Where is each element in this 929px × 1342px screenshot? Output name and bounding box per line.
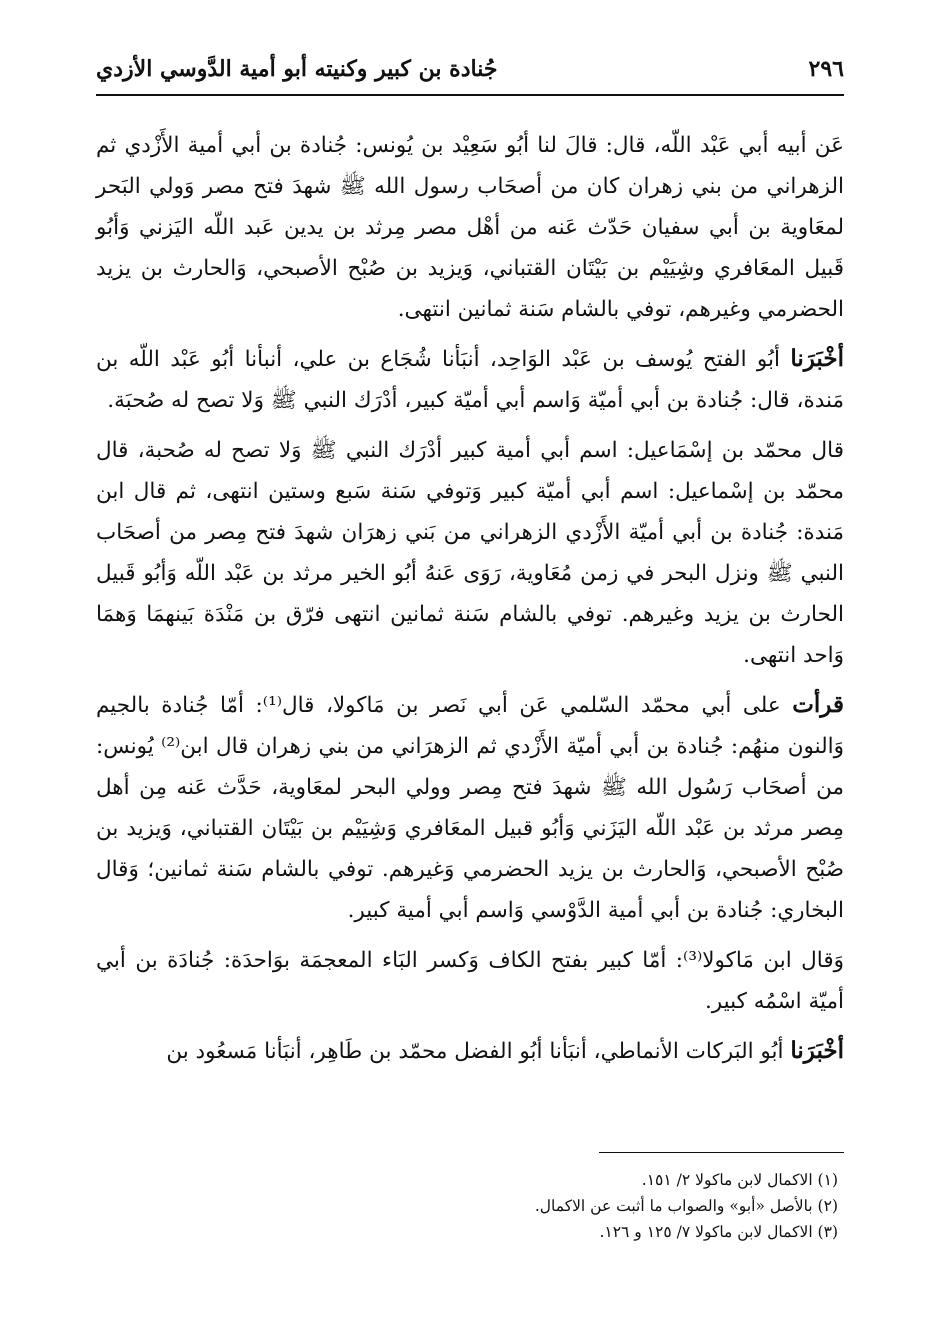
paragraph: [96, 429, 844, 676]
paragraph: [96, 338, 844, 421]
footnote-list: [96, 1167, 844, 1245]
running-title: جُنادة بن كبير وكنيته أبو أمية الدَّوسي الأزدي: [96, 56, 498, 82]
paragraph-text: قال محمّد بن إسْمَاعيل: اسم أبي أمية كبير أدْرَك النبي ﷺ وَلا تصح له صُحبة، قال محمّد بن إسْماعيل: اسم أبي أميّة كبير وَتوفي سَنة سَبع وستين انتهى، ثم قال ابن مَندة: جُنادة بن أبي أميّة الأَزْدي الزهراني من بَني زهرَان شهدَ فتح مِصر من أصحَاب النبي ﷺ ونزل البحر في زمن مُعَاوية، رَوَى عَنهُ أبُو الخير مرثد بن عَبْد اللّه وَأبُو قَبيل الحارث بن يزيد وغيرهم. توفي بالشام سَنة ثمانين انتهى فرّق بن مَنْدَة بَينهمَا وَهمَا وَاحد انتهى.: [96, 438, 844, 668]
paragraph-text: أبُو الفتح يُوسف بن عَبْد الوَاحِد، أنبَأنا شُجَاع بن علي، أنبأنا أبُو عَبْد اللّه بن مَندة، قال: جُنادة بن أبي أميّة وَاسم أبي أميّة كبير، أدْرَك النبي ﷺ وَلا تصح له صُحبَة.: [96, 347, 844, 413]
paragraph-text: أبُو البَركات الأنماطي، أنبَأنا أبُو الفضل محمّد بن طَاهِر، أنبَأنا مَسعُود بن: [166, 1039, 784, 1064]
page-header: [96, 50, 844, 96]
book-page: [96, 50, 844, 1300]
paragraph-text: عَن أبيه أبي عَبْد اللّه، قال: قالَ لنا أبُو سَعِيْد بن يُونس: جُنادة بن أبي أمية الأَزْدي ثم الزهراني من بني زهران كان من أصحَاب رسول الله ﷺ شهدَ فتح مصر وَولي البَحر لمعَاوية بن أبي سفيان حَدّث عَنه من أهْل مصر مِرثد بن يدين عَبد اللّه اليَزني وَأبُو قَبيل المعَافري وشِيَيْم بن بَيْتَان القتباني، وَيزيد بن صُبْح الأصبحي، وَالحارث بن يزيد الحضرمي وغيرهم، توفي بالشام سَنة ثمانين انتهى.: [96, 133, 844, 322]
lead-word: قرأت: [792, 691, 844, 718]
paragraph: [96, 939, 844, 1022]
page-number: ٢٩٦: [808, 56, 844, 82]
main-text: [96, 124, 844, 1072]
footnote-divider: [599, 1152, 844, 1153]
paragraph: [96, 684, 844, 931]
paragraph: [96, 1030, 844, 1072]
lead-word: أخْبَرَنا: [790, 1037, 844, 1064]
footnote-item: (٢) بالأصل «أبو» والصواب ما أثبت عن الاكمال.: [534, 1197, 838, 1215]
paragraph-text: وَقال ابن مَاكولا⁽³⁾: أمّا كبير بفتح الكاف وَكسر البَاء المعجمَة بوَاحدَة: جُنادَة بن أبي أميّة اسْمُه كبير.: [96, 948, 844, 1014]
lead-word: أخْبَرَنا: [790, 345, 844, 372]
footnote-item: (٣) الاكمال لابن ماكولا ٧/ ١٢٥ و ١٢٦.: [599, 1223, 838, 1241]
footnote-item: (١) الاكمال لابن ماكولا ٢/ ١٥١.: [641, 1171, 838, 1189]
paragraph-text: على أبي محمّد السّلمي عَن أبي نَصر بن مَاكولا، قال⁽¹⁾: أمّا جُنادة بالجيم وَالنون منهُم: جُنادة بن أبي أميّة الأَزْدي ثم الزهرَاني من بني زهران قال ابن⁽²⁾ يُونس: من أصحَاب رَسُول الله ﷺ شهدَ فتح مِصر وولي البحر لمعَاوية، حَدَّث عَنه مِن أهل مِصر مرثد بن عَبْد اللّه اليَزَني وَأبُو قبيل المعَافري وَشِيَيْم بن بَيْتَان القتباني، وَيزيد بن صُبْح الأصبحي، وَالحارث بن يزيد الحضرمي وَغيرهم. توفي بالشام سَنة ثمانين؛ وَقال البخاري: جُنادة بن أبي أمية الدَّوْسي وَاسم أبي أمية كبير.: [96, 693, 844, 923]
paragraph: [96, 124, 844, 330]
footnotes: [96, 1152, 844, 1245]
